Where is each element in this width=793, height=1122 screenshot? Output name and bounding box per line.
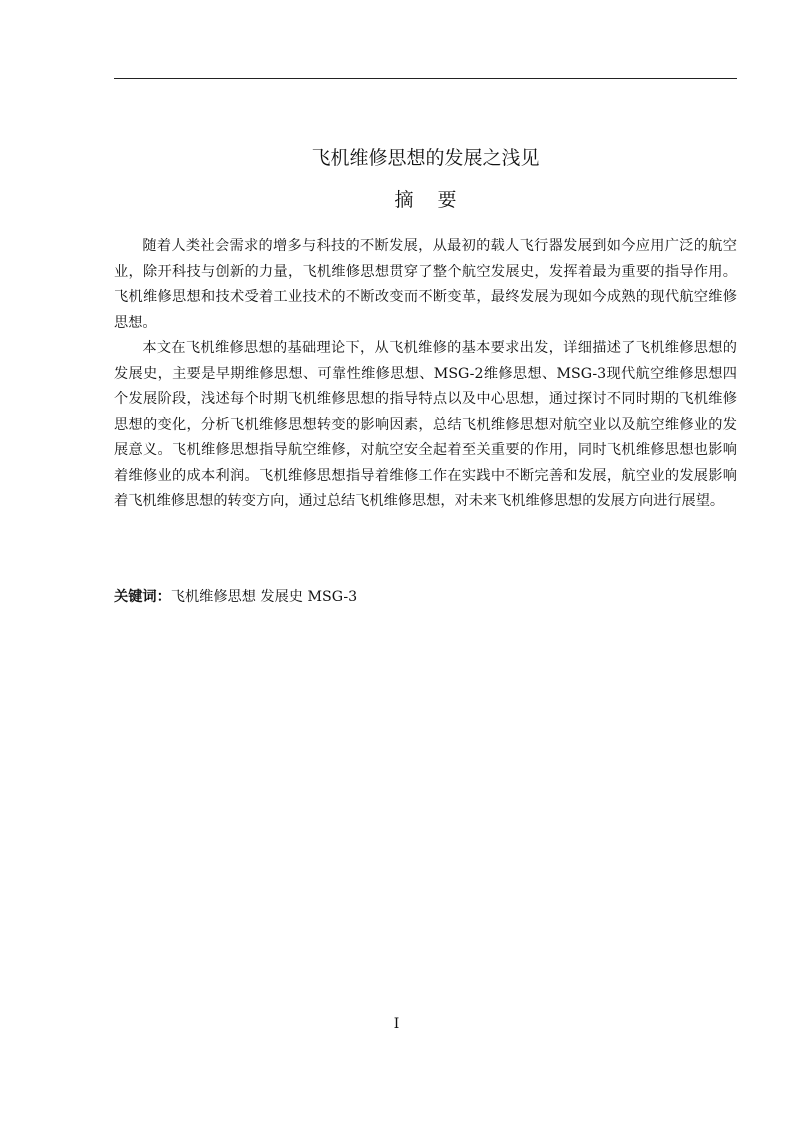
header-rule xyxy=(114,78,737,79)
keywords-label: 关键词： xyxy=(114,589,171,605)
abstract-paragraph-2: 本文在飞机维修思想的基础理论下，从飞机维修的基本要求出发，详细描述了飞机维修思想的发展史，主要是早期维修思想、可靠性维修思想、MSG-2维修思想、MSG-3现代航空维修思想四个发展阶段，浅述每个时期飞机维修思想的指导特点以及中心思想，通过探讨不同时期的飞机维修思想的变化，分析飞机维修思想转变的影响因素，总结飞机维修思想对航空业以及航空维修业的发展意义。飞机维修思想指导航空维修，对航空安全起着至关重要的作用，同时飞机维修思想也影响着维修业的成本利润。飞机维修思想指导着维修工作在实践中不断完善和发展，航空业的发展影响着飞机维修思想的转变方向，通过总结飞机维修思想，对未来飞机维修思想的发展方向进行展望。 xyxy=(114,340,737,509)
page-number: I xyxy=(393,1016,400,1032)
abstract-body xyxy=(114,234,737,515)
abstract-heading: 摘要 xyxy=(394,189,481,211)
keywords-value: 飞机维修思想 发展史 MSG-3 xyxy=(170,589,358,605)
keywords-line xyxy=(114,586,737,608)
abstract-paragraph-1: 随着人类社会需求的增多与科技的不断发展，从最初的载人飞行器发展到如今应用广泛的航空业，除开科技与创新的力量，飞机维修思想贯穿了整个航空发展史，发挥着最为重要的指导作用。飞机维修思想和技术受着工业技术的不断改变而不断变革，最终发展为现如今成熟的现代航空维修思想。 xyxy=(114,238,737,331)
document-title: 飞机维修思想的发展之浅见 xyxy=(311,147,540,169)
